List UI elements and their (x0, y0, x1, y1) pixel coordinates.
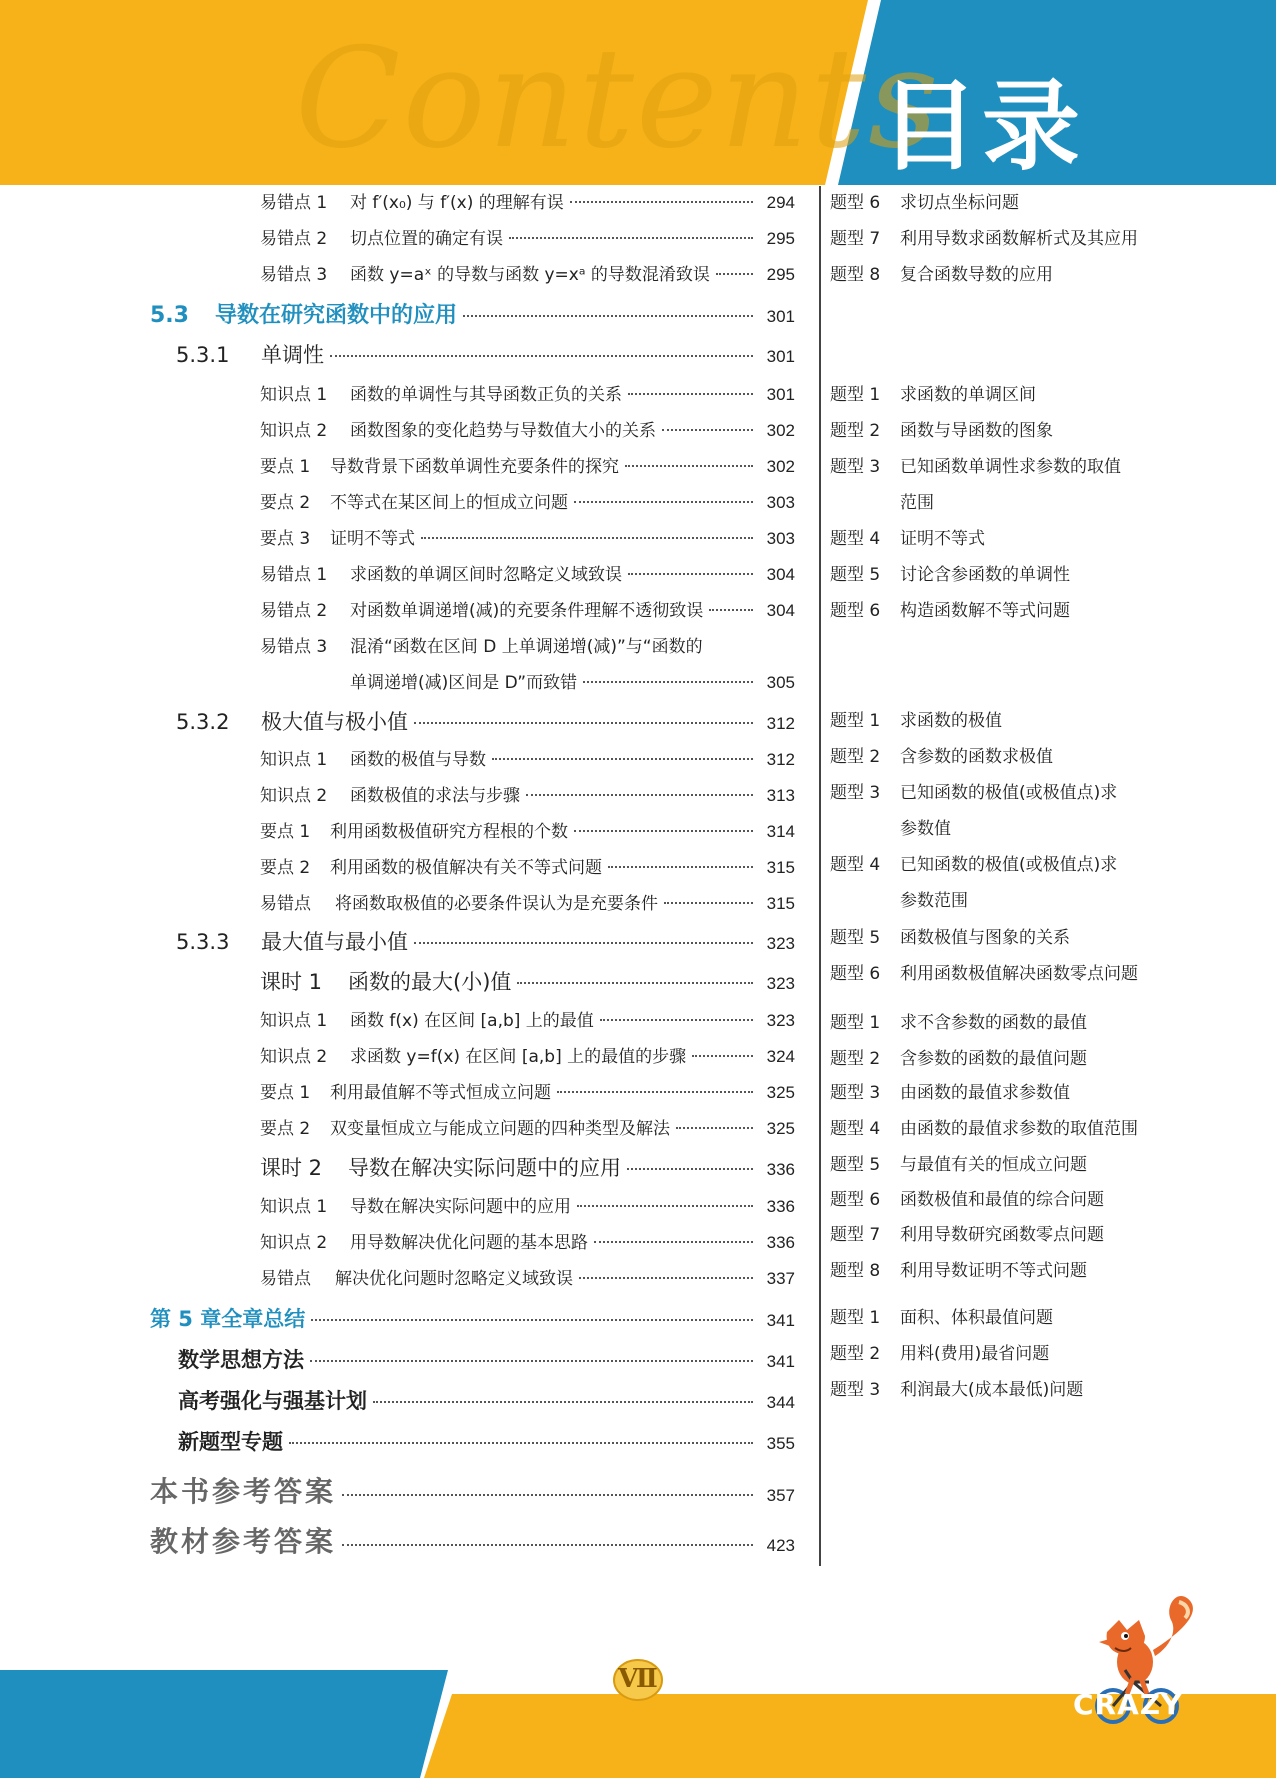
toc-entry[interactable]: 易错点 3 混淆“函数在区间 D 上单调递增(减)”与“函数的 (260, 637, 703, 657)
question-type-item[interactable]: 题型 2 含参数的函数的最值问题 (830, 1049, 1087, 1069)
column-divider (819, 186, 821, 1566)
toc-entry[interactable]: 易错点 2 对函数单调递增(减)的充要条件理解不透彻致误 304 (260, 601, 795, 621)
question-type-item[interactable]: 题型 3 利润最大(成本最低)问题 (830, 1380, 1084, 1400)
question-type-item[interactable]: 题型 8 利用导数证明不等式问题 (830, 1261, 1087, 1281)
toc-entry[interactable]: 知识点 2 用导数解决优化问题的基本思路 336 (260, 1233, 795, 1253)
question-type-item[interactable]: 题型 4 由函数的最值求参数的取值范围 (830, 1119, 1138, 1139)
question-type-item[interactable]: 题型 6 构造函数解不等式问题 (830, 601, 1070, 621)
toc-subsection[interactable]: 5.3.2 极大值与极小值 312 (176, 710, 795, 734)
question-type-item[interactable]: 题型 3 已知函数的极值(或极值点)求 (830, 783, 1118, 803)
toc-entry[interactable]: 易错点 1 对 f′(x₀) 与 f′(x) 的理解有误 294 (260, 193, 795, 213)
question-type-item[interactable]: 题型 6 利用函数极值解决函数零点问题 (830, 964, 1138, 984)
toc-section[interactable]: 5.3 导数在研究函数中的应用 301 (150, 303, 795, 328)
question-type-item[interactable]: 题型 1 求函数的单调区间 (830, 385, 1036, 405)
toc-answers-textbook[interactable]: 教材参考答案 423 (150, 1525, 795, 1558)
toc-entry[interactable]: 易错点 解决优化问题时忽略定义域致误 337 (260, 1269, 795, 1289)
page-number: Ⅶ (618, 1664, 658, 1694)
question-type-continued: 范围 (900, 493, 934, 513)
question-type-item[interactable]: 题型 4 证明不等式 (830, 529, 985, 549)
toc-entry[interactable]: 知识点 1 函数的极值与导数 312 (260, 750, 795, 770)
question-type-item[interactable]: 题型 2 函数与导函数的图象 (830, 421, 1053, 441)
toc-summary-item[interactable]: 新题型专题 355 (178, 1430, 795, 1454)
question-type-item[interactable]: 题型 1 求不含参数的函数的最值 (830, 1013, 1087, 1033)
question-type-item[interactable]: 题型 6 函数极值和最值的综合问题 (830, 1190, 1104, 1210)
toc-answers-book[interactable]: 本书参考答案 357 (150, 1475, 795, 1508)
toc-entry[interactable]: 知识点 1 导数在解决实际问题中的应用 336 (260, 1197, 795, 1217)
toc-entry[interactable]: 要点 1 导数背景下函数单调性充要条件的探究 302 (260, 457, 795, 477)
question-type-item[interactable]: 题型 1 面积、体积最值问题 (830, 1308, 1053, 1328)
question-type-item[interactable]: 题型 5 讨论含参函数的单调性 (830, 565, 1070, 585)
toc-entry[interactable]: 要点 1 利用函数极值研究方程根的个数 314 (260, 822, 795, 842)
question-type-item[interactable]: 题型 6 求切点坐标问题 (830, 193, 1019, 213)
question-type-item[interactable]: 题型 2 用料(费用)最省问题 (830, 1344, 1050, 1364)
toc-entry[interactable]: 易错点 将函数取极值的必要条件误认为是充要条件 315 (260, 894, 795, 914)
page-number-badge (612, 1658, 664, 1702)
toc-entry[interactable]: 知识点 1 函数 f(x) 在区间 [a,b] 上的最值 323 (260, 1011, 795, 1031)
question-type-continued: 参数范围 (900, 891, 968, 911)
question-type-item[interactable]: 题型 8 复合函数导数的应用 (830, 265, 1053, 285)
toc-entry[interactable]: 知识点 2 函数图象的变化趋势与导数值大小的关系 302 (260, 421, 795, 441)
toc-entry[interactable]: 要点 1 利用最值解不等式恒成立问题 325 (260, 1083, 795, 1103)
question-type-item[interactable]: 题型 3 已知函数单调性求参数的取值 (830, 457, 1121, 477)
toc-entry[interactable]: 要点 3 证明不等式 303 (260, 529, 795, 549)
question-type-item[interactable]: 题型 5 函数极值与图象的关系 (830, 928, 1070, 948)
toc-entry[interactable]: 要点 2 双变量恒成立与能成立问题的四种类型及解法 325 (260, 1119, 795, 1139)
toc-entry[interactable]: 知识点 2 求函数 y=f(x) 在区间 [a,b] 上的最值的步骤 324 (260, 1047, 795, 1067)
toc-entry[interactable]: 知识点 2 函数极值的求法与步骤 313 (260, 786, 795, 806)
question-type-item[interactable]: 题型 3 由函数的最值求参数值 (830, 1083, 1070, 1103)
contents-watermark: Contents (295, 18, 941, 179)
toc-entry-continued[interactable]: 单调递增(减)区间是 D”而致错 305 (350, 673, 795, 693)
toc-entry[interactable]: 要点 2 利用函数的极值解决有关不等式问题 315 (260, 858, 795, 878)
toc-entry[interactable]: 知识点 1 函数的单调性与其导函数正负的关系 301 (260, 385, 795, 405)
question-type-continued: 参数值 (900, 819, 951, 839)
toc-summary-item[interactable]: 高考强化与强基计划 344 (178, 1389, 795, 1413)
toc-subsection[interactable]: 5.3.3 最大值与最小值 323 (176, 930, 795, 954)
question-type-item[interactable]: 题型 4 已知函数的极值(或极值点)求 (830, 855, 1118, 875)
question-type-item[interactable]: 题型 7 利用导数求函数解析式及其应用 (830, 229, 1138, 249)
mascot-label: CRAZY (1073, 1688, 1183, 1721)
question-type-item[interactable]: 题型 2 含参数的函数求极值 (830, 747, 1053, 767)
toc-chapter-summary[interactable]: 第 5 章全章总结 341 (150, 1307, 795, 1331)
page-title: 目录 (880, 70, 1085, 184)
toc-lesson[interactable]: 课时 2 导数在解决实际问题中的应用 336 (260, 1156, 795, 1180)
toc-entry[interactable]: 易错点 3 函数 y=aˣ 的导数与函数 y=xᵃ 的导数混淆致误 295 (260, 265, 795, 285)
toc-subsection[interactable]: 5.3.1 单调性 301 (176, 343, 795, 367)
toc-entry[interactable]: 要点 2 不等式在某区间上的恒成立问题 303 (260, 493, 795, 513)
toc-entry[interactable]: 易错点 2 切点位置的确定有误 295 (260, 229, 795, 249)
toc-summary-item[interactable]: 数学思想方法 341 (178, 1348, 795, 1372)
question-type-item[interactable]: 题型 5 与最值有关的恒成立问题 (830, 1155, 1087, 1175)
toc-lesson[interactable]: 课时 1 函数的最大(小)值 323 (260, 970, 795, 994)
toc-entry[interactable]: 易错点 1 求函数的单调区间时忽略定义域致误 304 (260, 565, 795, 585)
question-type-item[interactable]: 题型 1 求函数的极值 (830, 711, 1002, 731)
question-type-item[interactable]: 题型 7 利用导数研究函数零点问题 (830, 1225, 1104, 1245)
